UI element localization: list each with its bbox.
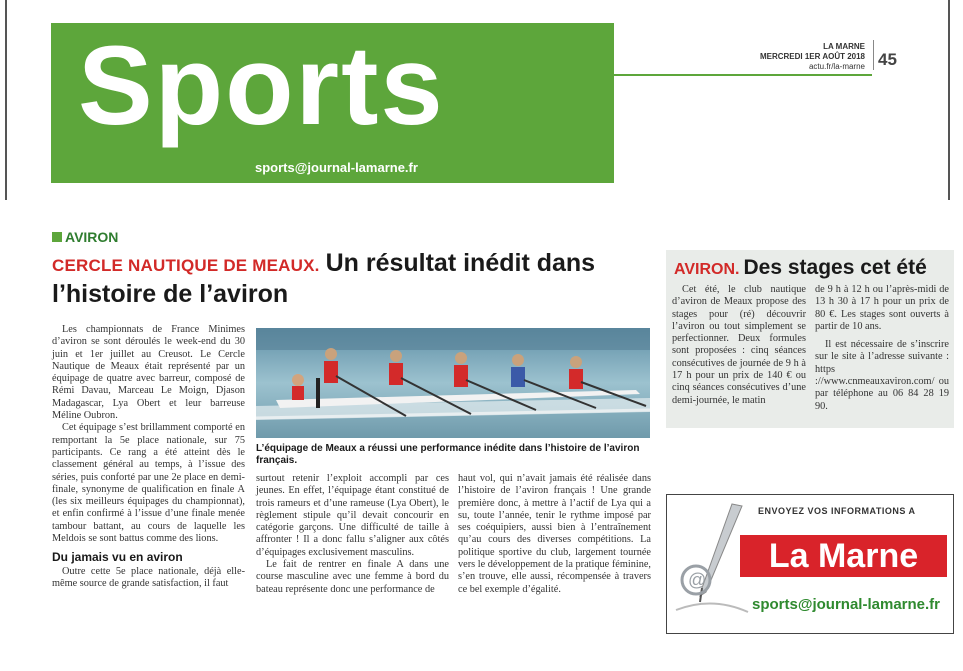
section-text: AVIRON: [65, 229, 119, 245]
advert-email: sports@journal-lamarne.fr: [752, 596, 940, 613]
page-edge-right: [948, 0, 950, 200]
article-column-3: [458, 473, 651, 596]
issue-date: MERCREDI 1ER AOÛT 2018: [759, 52, 865, 61]
sidebar-column-1: [672, 284, 806, 407]
page-number: 45: [878, 50, 897, 69]
publication-name: LA MARNE: [823, 42, 865, 51]
photo-caption: L’équipage de Meaux a réussi une performance inédite dans l’histoire de l’aviron français.: [256, 443, 640, 466]
paragraph: haut vol, qui n’avait jamais été réalisée dans l’histoire de l’aviron français ! Une grande première donc, à mettre à l’actif de Lya qui a su, toute l’année, tenir le rythme imposé par ses coéquipiers, aussi bien à l’entraînement qu’au cours des diverses compétitions. La politique sportive du club, largement tournée vers le développement de la pratique féminine, s’en trouve, elle aussi, récompensée à travers ce bel exemple d’égalité.: [458, 473, 651, 595]
svg-text:@: @: [688, 570, 707, 590]
la-marne-logo: La Marne: [740, 535, 947, 577]
paragraph: Outre cette 5e place nationale, déjà elle-même source de grande satisfaction, il faut: [52, 565, 245, 589]
paragraph: Cet équipage s’est brillamment comporté en remportant la 5e place nationale, sur 75 participants. Ce rang a été atteint dès le classement général au temps, à l’issue des séries, puis conforté par une 2e place en demi-finale, synonyme de qualification en finale A (les six meilleurs équipages du championnat), et enfin confirmé à l’issue d’une finale menée tambour battant, au cours de laquelle les Meldois se sont battus comme des lions.: [52, 422, 245, 545]
page-title: Sports: [78, 23, 445, 148]
rowing-photo: [256, 328, 650, 438]
article-title: Un résultat inédit dans l’histoire de l’aviron: [52, 249, 596, 308]
sidebar-headline: [674, 256, 927, 280]
header-rule: [614, 74, 872, 76]
banner-email: sports@journal-lamarne.fr: [255, 160, 418, 175]
sidebar-kicker: AVIRON.: [674, 261, 740, 278]
article-kicker: CERCLE NAUTIQUE DE MEAUX.: [52, 256, 320, 275]
paragraph: Les championnats de France Minimes d’aviron se sont déroulés le week-end du 30 juin et 1er juillet au Creusot. Le Cercle Nautique de Meaux était représenté par un équipage de quatre avec barreur, composé de Rémi Davau, Marceau Le Moign, Djason Madagascar, Lya Obert et leur barreuse Méline Oubron.: [52, 324, 245, 422]
article-column-1: [52, 324, 245, 590]
folio-separator: [873, 40, 874, 70]
page-edge-left: [5, 0, 7, 200]
folio: [760, 42, 865, 72]
sidebar-column-2: [815, 284, 949, 413]
article-headline: [52, 249, 652, 309]
article-subhead: Du jamais vu en aviron: [52, 550, 183, 565]
paragraph: surtout retenir l’exploit accompli par ces jeunes. En effet, l’équipage étant constitué de trois rameurs et d’une rameuse (Lya Obert), le règlement stipule qu’il devait concourir en catégorie garçons. Une difficulté de taille à affronter ! Il a donc fallu s’aligner aux côtés d’équipages exclusivement masculins.: [256, 473, 449, 558]
paragraph: de 9 h à 12 h ou l’après-midi de 13 h 30 à 17 h pour un prix de 80 €. Les stages sont ouverts à partir de 10 ans.: [815, 284, 949, 332]
paragraph: Le fait de rentrer en finale A dans une course masculine avec une femme à bord du bateau représente donc une performance de: [256, 559, 449, 595]
advert-tagline: ENVOYEZ VOS INFORMATIONS A: [758, 506, 916, 516]
sidebar-title: Des stages cet été: [743, 256, 927, 279]
section-label: [52, 229, 118, 245]
paragraph: Il est nécessaire de s’inscrire sur le site à l’adresse suivante : https ://www.cnmeauxaviron.com/ ou par téléphone au 06 84 28 19 90.: [815, 339, 949, 412]
section-square-icon: [52, 232, 62, 242]
article-column-2: [256, 473, 449, 596]
website: actu.fr/la-marne: [808, 62, 865, 71]
paragraph: Cet été, le club nautique d’aviron de Meaux propose des stages pour (ré) découvrir l’aviron ou tout simplement se perfectionner. Deux formules sont proposées : cinq séances consécutives de journée de 9 h à 17 h pour un prix de 140 € ou cinq séances consécutives d’une demi-journée, le matin: [672, 284, 806, 406]
